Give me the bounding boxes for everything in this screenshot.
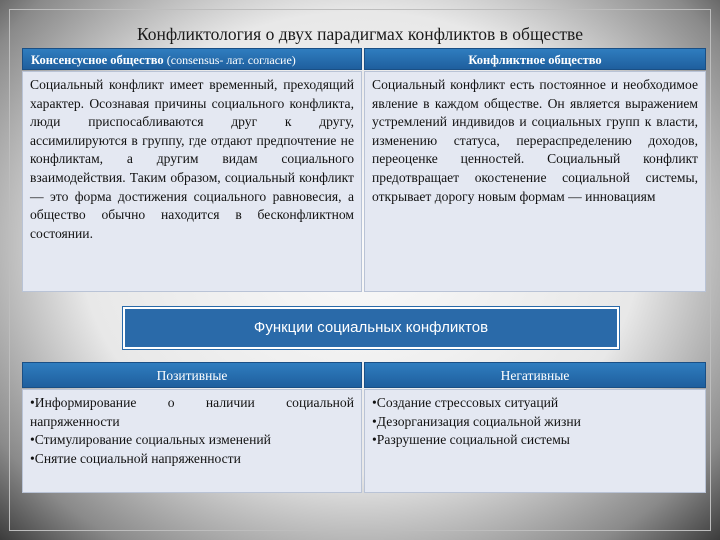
header-negative: [364, 362, 706, 388]
header-consensus-society: [22, 48, 362, 70]
consensus-society-text: Социальный конфликт имеет временный, преходящий характер. Осознавая причины социального конфликта, люди приспосабливаются друг к другу, ассимилируются в группу, где отдают предпочтение не конфликтам, а другим видам социального взаимодействия. Таким образом, социальный конфликт — это форма достижения социального равновесия, а общество обычно находится в бесконфликтном состоянии.: [22, 71, 362, 292]
list-item: •Разрушение социальной системы: [372, 432, 570, 448]
list-item: •Информирование о наличии социальной напряженности: [30, 395, 354, 429]
list-item: •Дезорганизация социальной жизни: [372, 413, 581, 429]
header-negative-label: Негативные: [500, 368, 570, 383]
header-positive: [22, 362, 362, 388]
header-consensus-bold: Консенсусное общество: [31, 53, 164, 67]
list-item: •Создание стрессовых ситуаций: [372, 395, 559, 410]
slide-title: Конфликтология о двух парадигмах конфликтов в обществе: [137, 24, 583, 44]
header-positive-label: Позитивные: [156, 368, 228, 383]
header-conflict-label: Конфликтное общество: [468, 53, 602, 67]
list-item: •Стимулирование социальных изменений: [30, 432, 271, 448]
header-consensus-rest: (consensus- лат. согласие): [166, 53, 296, 67]
negative-functions-list: [364, 389, 706, 493]
positive-functions-list: [22, 389, 362, 493]
functions-title-box: Функции социальных конфликтов: [123, 307, 619, 349]
conflict-society-text: Социальный конфликт есть постоянное и необходимое явление в каждом обществе. Он является выражением устремлений индивидов и социальных групп к власти, изменению статуса, перераспределению доходов, переоценке ценностей. Социальный конфликт предотвращает окостенение социальной системы, открывает дорогу новым формам — инновациям: [364, 71, 706, 292]
list-item: •Снятие социальной напряженности: [30, 450, 241, 466]
header-conflict-society: [364, 48, 706, 70]
